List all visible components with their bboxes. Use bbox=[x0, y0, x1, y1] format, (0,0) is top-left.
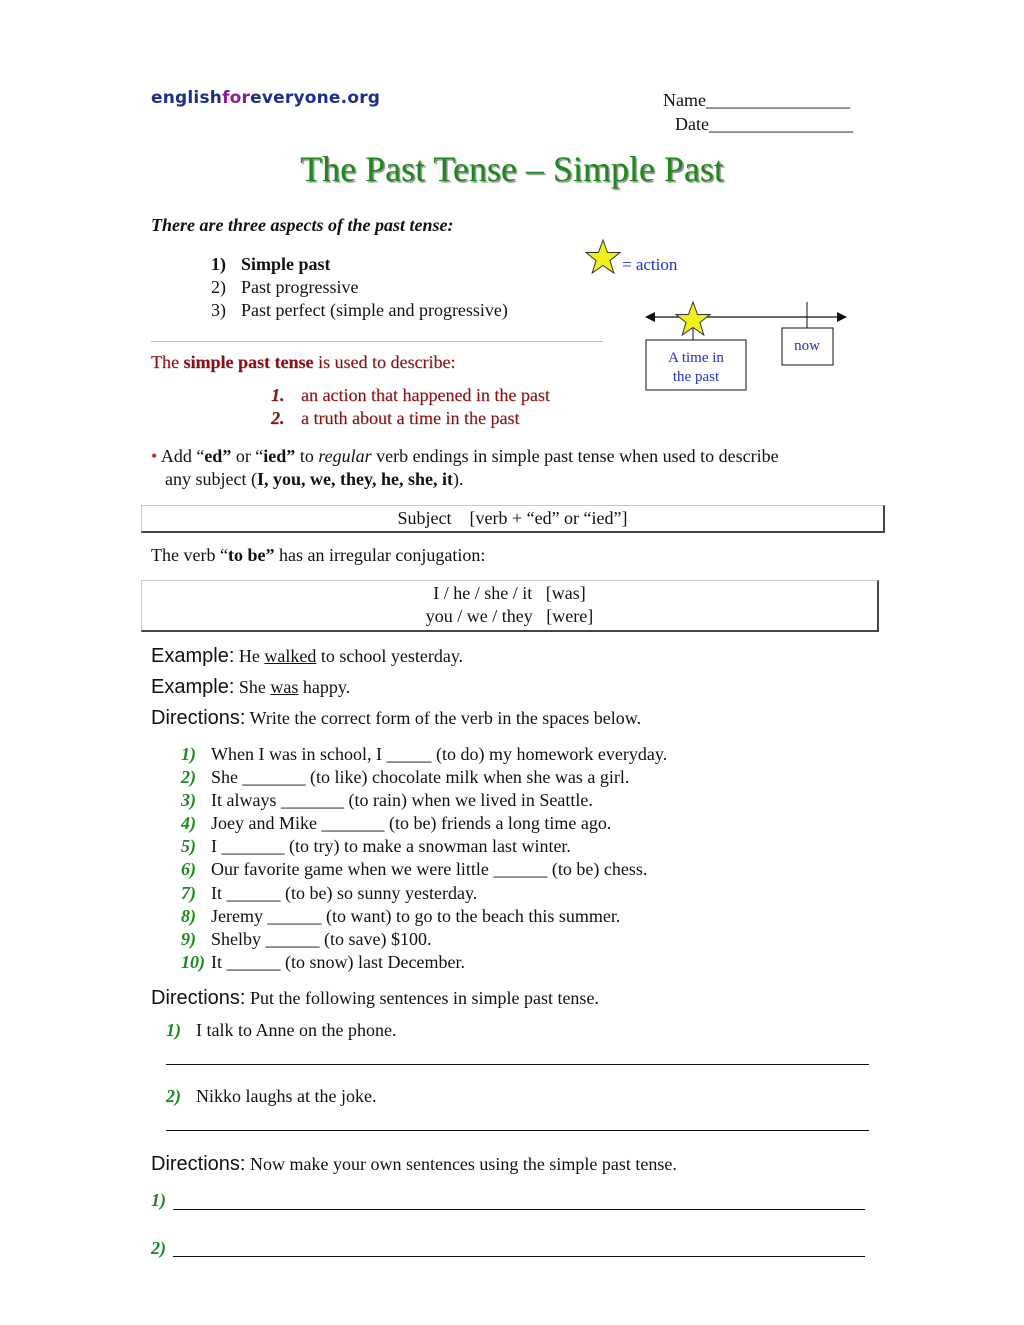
directions-lead: Directions: bbox=[151, 1153, 246, 1175]
aspect-label: Simple past bbox=[241, 254, 331, 274]
exercise-text: She _______ (to like) chocolate milk when she was a girl. bbox=[211, 767, 630, 788]
convert-number: 1) bbox=[166, 1020, 181, 1040]
aspect-number: 3) bbox=[211, 300, 226, 320]
formula-text: Subject [verb + “ed” or “ied”] bbox=[397, 508, 628, 528]
aspect-label: Past perfect (simple and progressive) bbox=[241, 300, 508, 320]
rule-text-part: any subject ( bbox=[165, 469, 257, 489]
exercise-text: When I was in school, I _____ (to do) my homework everyday. bbox=[211, 744, 668, 764]
aspect-label: Past progressive bbox=[241, 277, 359, 297]
list-item bbox=[181, 766, 667, 789]
past-time-label-line1: A time in bbox=[668, 350, 724, 366]
convert-text: I talk to Anne on the phone. bbox=[196, 1020, 397, 1040]
exercise-number: 9) bbox=[181, 928, 196, 949]
formula-box bbox=[141, 505, 885, 533]
aspect-item bbox=[211, 253, 508, 276]
timeline-right-arrow bbox=[837, 312, 847, 322]
list-item bbox=[181, 905, 667, 928]
conjugation-row: I / he / she / it [was] bbox=[433, 583, 586, 603]
use-text: a truth about a time in the past bbox=[301, 408, 520, 428]
own-sentence-2 bbox=[151, 1238, 166, 1259]
timeline-left-arrow bbox=[645, 312, 655, 322]
use-text: an action that happened in the past bbox=[301, 385, 550, 405]
rule-bold-part: ed” bbox=[204, 446, 232, 466]
exercise-text: It ______ (to snow) last December. bbox=[211, 951, 465, 972]
list-item bbox=[181, 858, 667, 881]
rule-text-part: or “ bbox=[231, 446, 264, 466]
aspect-number: 1) bbox=[211, 254, 226, 274]
use-number: 1. bbox=[271, 385, 285, 405]
exercise-number: 8) bbox=[181, 905, 196, 926]
name-field: Name________________ bbox=[663, 90, 850, 110]
example-post: to school yesterday. bbox=[316, 646, 464, 666]
exercise-text: It always _______ (to rain) when we lived in Seattle. bbox=[211, 790, 593, 811]
exercise-number: 3) bbox=[181, 790, 196, 811]
simple-past-description bbox=[151, 352, 455, 373]
directions-text: Put the following sentences in simple past tense. bbox=[245, 988, 599, 1008]
now-label: now bbox=[794, 338, 820, 354]
answer-line[interactable] bbox=[166, 1064, 869, 1065]
convert-item-2 bbox=[166, 1086, 376, 1107]
list-item bbox=[181, 882, 667, 905]
rule-text-part: ). bbox=[452, 469, 464, 489]
desc-post: is used to describe: bbox=[313, 352, 456, 372]
rule-text-part: Add “ bbox=[157, 446, 205, 466]
exercise-text: Jeremy ______ (to want) to go to the beach this summer. bbox=[211, 905, 621, 926]
exercise-number: 2) bbox=[181, 767, 196, 788]
exercise-list bbox=[181, 743, 667, 974]
directions-3 bbox=[151, 1153, 677, 1176]
past-time-label-line2: the past bbox=[672, 369, 720, 385]
exercise-text: Shelby ______ (to save) $100. bbox=[211, 928, 432, 949]
bullet-icon: • bbox=[151, 446, 158, 466]
directions-text: Write the correct form of the verb in the spaces below. bbox=[245, 708, 642, 728]
directions-text: Now make your own sentences using the simple past tense. bbox=[245, 1154, 677, 1174]
exercise-number: 4) bbox=[181, 813, 196, 834]
example-post: happy. bbox=[298, 677, 351, 697]
answer-line[interactable] bbox=[173, 1209, 865, 1210]
tobe-post: has an irregular conjugation: bbox=[274, 545, 486, 565]
use-item bbox=[271, 407, 550, 430]
example-lead: Example: bbox=[151, 676, 235, 698]
list-item bbox=[181, 812, 667, 835]
exercise-number: 7) bbox=[181, 882, 196, 903]
exercise-number: 5) bbox=[181, 836, 196, 857]
example-pre: She bbox=[234, 677, 271, 697]
rule-text-part: verb endings in simple past tense when used to describe bbox=[371, 446, 779, 466]
site-suffix: everyone.org bbox=[250, 88, 381, 108]
example-pre: He bbox=[234, 646, 265, 666]
section-divider bbox=[151, 341, 603, 342]
example-verb: walked bbox=[264, 646, 317, 666]
answer-line[interactable] bbox=[173, 1256, 865, 1257]
tobe-bold: to be” bbox=[227, 545, 275, 565]
exercise-text: It ______ (to be) so sunny yesterday. bbox=[211, 882, 478, 903]
exercise-number: 10) bbox=[181, 951, 205, 972]
page-title: The Past Tense – Simple Past bbox=[300, 149, 724, 189]
example-2 bbox=[151, 676, 350, 699]
uses-list bbox=[271, 384, 550, 430]
exercise-number: 1) bbox=[181, 744, 196, 764]
convert-number: 2) bbox=[166, 1086, 181, 1106]
own-sentence-1 bbox=[151, 1190, 166, 1211]
use-item bbox=[271, 384, 550, 407]
rule-bold-part: I, you, we, they, he, she, it bbox=[256, 469, 453, 489]
intro-text: There are three aspects of the past tense: bbox=[151, 215, 454, 235]
use-number: 2. bbox=[271, 408, 285, 428]
desc-bold: simple past tense bbox=[183, 352, 314, 372]
site-prefix: english bbox=[151, 88, 223, 108]
exercise-text: I _______ (to try) to make a snowman last winter. bbox=[211, 836, 571, 857]
own-number: 1) bbox=[151, 1190, 166, 1210]
to-be-intro bbox=[151, 545, 485, 566]
rule-italic-part: regular bbox=[318, 446, 372, 466]
convert-item-1 bbox=[166, 1020, 396, 1041]
example-1 bbox=[151, 645, 463, 668]
example-verb: was bbox=[270, 677, 299, 697]
exercise-text: Joey and Mike _______ (to be) friends a long time ago. bbox=[211, 813, 612, 834]
convert-text: Nikko laughs at the joke. bbox=[196, 1086, 377, 1106]
directions-lead: Directions: bbox=[151, 987, 246, 1009]
aspects-list bbox=[211, 253, 508, 322]
date-field: Date________________ bbox=[675, 114, 853, 134]
list-item bbox=[181, 928, 667, 951]
tobe-pre: The verb “ bbox=[151, 545, 228, 565]
exercise-text: Our favorite game when we were little ______ (to be) chess. bbox=[211, 859, 648, 880]
directions-1 bbox=[151, 707, 641, 730]
directions-2 bbox=[151, 987, 599, 1010]
rule-text-part: to bbox=[295, 446, 319, 466]
conjugation-box bbox=[141, 580, 879, 632]
directions-lead: Directions: bbox=[151, 707, 246, 729]
answer-line[interactable] bbox=[166, 1130, 869, 1131]
rule-bold-part: ied” bbox=[263, 446, 296, 466]
list-item bbox=[181, 743, 667, 766]
legend-star-icon bbox=[586, 240, 620, 273]
site-for: for bbox=[222, 88, 251, 108]
list-item bbox=[181, 789, 667, 812]
aspect-number: 2) bbox=[211, 277, 226, 297]
exercise-number: 6) bbox=[181, 859, 196, 880]
timeline-diagram bbox=[575, 232, 875, 402]
own-number: 2) bbox=[151, 1238, 166, 1258]
list-item bbox=[181, 951, 667, 974]
aspect-item bbox=[211, 276, 508, 299]
desc-pre: The bbox=[151, 352, 184, 372]
example-lead: Example: bbox=[151, 645, 235, 667]
regular-verb-rule bbox=[151, 445, 871, 491]
legend-action-label: = action bbox=[622, 255, 678, 274]
aspect-item bbox=[211, 299, 508, 322]
conjugation-row: you / we / they [were] bbox=[425, 606, 594, 626]
site-name bbox=[151, 88, 380, 108]
list-item bbox=[181, 835, 667, 858]
